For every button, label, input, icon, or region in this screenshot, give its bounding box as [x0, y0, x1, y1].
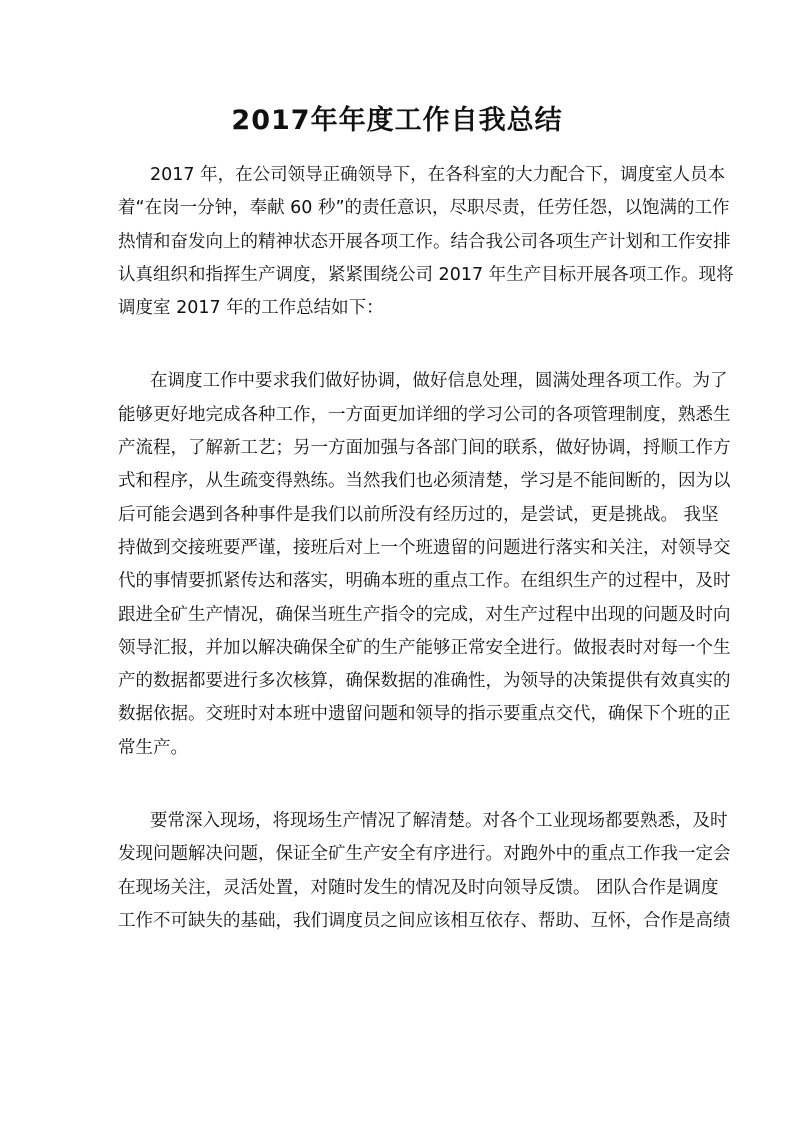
- paragraph-3: [118, 805, 731, 938]
- text-line: 领导汇报，并加以解决确保全矿的生产能够正常安全进行。做报表时对每一个生: [118, 637, 731, 658]
- text-line: 产流程，了解新工艺；另一方面加强与各部门间的联系，做好协调，捋顺工作方: [118, 438, 731, 459]
- text-line: 要常深入现场，将现场生产情况了解清楚。对各个工业现场都要熟悉，及时: [150, 811, 728, 832]
- text-line: 发现问题解决问题，保证全矿生产安全有序进行。对跑外中的重点工作我一定会: [118, 844, 731, 865]
- text-line: 常生产。: [118, 737, 188, 758]
- text-line: 着“在岗一分钟，奉献 60 秒”的责任意识，尽职尽责，任劳任怨，以饱满的工作: [118, 198, 730, 219]
- document-title: 2017年年度工作自我总结: [231, 105, 563, 136]
- text-line: 热情和奋发向上的精神状态开展各项工作。结合我公司各项生产计划和工作安排: [118, 231, 731, 252]
- text-line: 代的事情要抓紧传达和落实，明确本班的重点工作。在组织生产的过程中，及时: [118, 571, 731, 592]
- text-line: 后可能会遇到各种事件是我们以前所没有经历过的，是尝试，更是挑战。 我坚: [118, 504, 719, 525]
- text-line: 认真组织和指挥生产调度，紧紧围绕公司 2017 年生产目标开展各项工作。现将: [118, 264, 734, 285]
- text-line: 调度室 2017 年的工作总结如下：: [118, 298, 384, 319]
- text-line: 2017 年，在公司领导正确领导下，在各科室的大力配合下，调度室人员本: [150, 165, 726, 185]
- text-line: 能够更好地完成各种工作，一方面更加详细的学习公司的各项管理制度，熟悉生: [118, 404, 731, 425]
- text-line: 工作不可缺失的基础，我们调度员之间应该相互依存、帮助、互怀，合作是高绩: [118, 910, 731, 931]
- text-line: 式和程序，从生疏变得熟练。当然我们也必须清楚，学习是不能间断的，因为以: [118, 471, 731, 492]
- text-line: 产的数据都要进行多次核算，确保数据的准确性，为领导的决策提供有效真实的: [118, 671, 731, 692]
- text-line: 跟进全矿生产情况，确保当班生产指令的完成，对生产过程中出现的问题及时向: [118, 604, 731, 625]
- text-line: 数据依据。交班时对本班中遗留问题和领导的指示要重点交代，确保下个班的正: [118, 704, 731, 725]
- text-line: 在现场关注，灵活处置，对随时发生的情况及时向领导反馈。 团队合作是调度: [118, 877, 719, 898]
- text-line: 持做到交接班要严谨，接班后对上一个班遗留的问题进行落实和关注，对领导交: [118, 537, 731, 558]
- paragraph-1: [118, 159, 734, 325]
- paragraph-2: [118, 365, 731, 765]
- document-body: [118, 159, 734, 978]
- text-line: 在调度工作中要求我们做好协调，做好信息处理，圆满处理各项工作。为了: [150, 371, 728, 392]
